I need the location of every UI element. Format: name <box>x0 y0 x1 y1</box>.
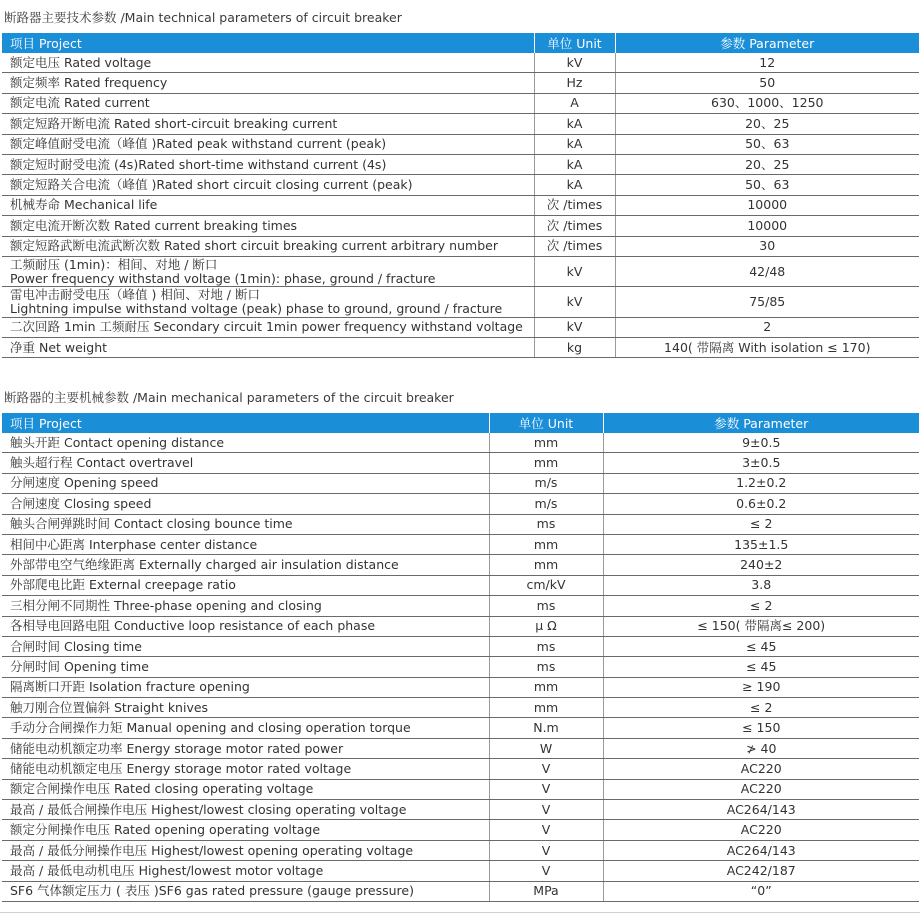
row-project: 相间中心距离 Interphase center distance <box>2 534 489 554</box>
row-parameter: 50、63 <box>615 134 919 154</box>
row-project: 额定短路武断电流武断次数 Rated short circuit breaking current arbitrary number <box>2 236 534 256</box>
row-project: 手动分合闸操作力矩 Manual opening and closing operation torque <box>2 718 489 738</box>
row-project-line-2: Lightning impulse withstand voltage (peak) phase to ground, ground / fracture <box>10 300 503 316</box>
row-unit: m/s <box>489 473 603 493</box>
row-unit: V <box>489 820 603 840</box>
table-row <box>2 616 919 636</box>
row-unit: W <box>489 738 603 758</box>
header-parameter: 参数 Parameter <box>603 413 919 433</box>
row-unit: kA <box>534 175 615 195</box>
table-row <box>2 337 919 357</box>
row-parameter: 12 <box>615 53 919 73</box>
row-unit: kV <box>534 256 615 286</box>
row-unit: kV <box>534 287 615 317</box>
row-unit: mm <box>489 677 603 697</box>
header-unit: 单位 Unit <box>489 413 603 433</box>
table-row <box>2 114 919 134</box>
row-parameter: 50、63 <box>615 175 919 195</box>
row-project: 分闸速度 Opening speed <box>2 473 489 493</box>
table-row <box>2 636 919 656</box>
row-unit: A <box>534 93 615 113</box>
row-parameter: AC264/143 <box>603 840 919 860</box>
row-unit: kV <box>534 53 615 73</box>
table-row <box>2 779 919 799</box>
table-row <box>2 236 919 256</box>
table-row <box>2 73 919 93</box>
table-header-row <box>2 33 919 53</box>
table-row <box>2 759 919 779</box>
row-project: 触头开距 Contact opening distance <box>2 433 489 453</box>
row-unit: V <box>489 861 603 881</box>
row-parameter: 20、25 <box>615 114 919 134</box>
technical-section-title: 断路器主要技术参数 /Main technical parameters of circuit breaker <box>4 10 402 25</box>
row-project: 触刀刚合位置偏斜 Straight knives <box>2 698 489 718</box>
row-unit: ms <box>489 657 603 677</box>
row-parameter: 42/48 <box>615 256 919 286</box>
row-project: 额定短路关合电流（峰值 )Rated short circuit closing current (peak) <box>2 175 534 195</box>
row-project-line-1: 工频耐压 (1min)：相间、对地 / 断口 <box>10 256 218 272</box>
row-parameter: 75/85 <box>615 287 919 317</box>
row-project: 额定电流开断次数 Rated current breaking times <box>2 216 534 236</box>
table-row <box>2 216 919 236</box>
header-parameter: 参数 Parameter <box>615 33 919 53</box>
row-parameter: 20、25 <box>615 154 919 174</box>
table-header-row <box>2 413 919 433</box>
table-row <box>2 494 919 514</box>
row-project: 外部爬电比距 External creepage ratio <box>2 575 489 595</box>
bottom-divider <box>0 912 920 913</box>
row-unit: m/s <box>489 494 603 514</box>
table-row <box>2 453 919 473</box>
row-project: 机械寿命 Mechanical life <box>2 195 534 215</box>
table-row <box>2 534 919 554</box>
row-project: 额定电流 Rated current <box>2 93 534 113</box>
row-project: 分闸时间 Opening time <box>2 657 489 677</box>
row-project: 最高 / 最低电动机电压 Highest/lowest motor voltage <box>2 861 489 881</box>
table-row <box>2 698 919 718</box>
row-unit: kA <box>534 154 615 174</box>
row-project: 额定合闸操作电压 Rated closing operating voltage <box>2 779 489 799</box>
row-parameter: ≤ 150( 带隔离≤ 200) <box>603 616 919 636</box>
row-unit: mm <box>489 453 603 473</box>
row-unit: mm <box>489 534 603 554</box>
row-project: 二次回路 1min 工频耐压 Secondary circuit 1min power frequency withstand voltage <box>2 317 534 337</box>
table-row <box>2 317 919 337</box>
row-parameter: ≤ 2 <box>603 596 919 616</box>
row-project: 外部带电空气绝缘距离 Externally charged air insulation distance <box>2 555 489 575</box>
row-project: 额定短时耐受电流 (4s)Rated short-time withstand current (4s) <box>2 154 534 174</box>
row-project: 触头合闸弹跳时间 Contact closing bounce time <box>2 514 489 534</box>
row-unit: kA <box>534 134 615 154</box>
row-project: SF6 气体额定压力 ( 表压 )SF6 gas rated pressure (gauge pressure) <box>2 881 489 901</box>
mechanical-section-title: 断路器的主要机械参数 /Main mechanical parameters of the circuit breaker <box>4 390 454 405</box>
row-unit: ms <box>489 514 603 534</box>
row-parameter: ≥ 190 <box>603 677 919 697</box>
row-unit: kV <box>534 317 615 337</box>
table-row <box>2 53 919 73</box>
row-parameter: 3.8 <box>603 575 919 595</box>
row-parameter: 30 <box>615 236 919 256</box>
row-unit: mm <box>489 698 603 718</box>
row-project: 额定频率 Rated frequency <box>2 73 534 93</box>
row-project: 合闸时间 Closing time <box>2 636 489 656</box>
row-unit: mm <box>489 433 603 453</box>
header-project: 项目 Project <box>2 413 489 433</box>
row-unit: V <box>489 800 603 820</box>
row-unit: 次 /times <box>534 236 615 256</box>
row-parameter: 2 <box>615 317 919 337</box>
table-row <box>2 738 919 758</box>
table-row <box>2 800 919 820</box>
row-parameter: ≤ 45 <box>603 636 919 656</box>
row-parameter: 10000 <box>615 216 919 236</box>
row-unit: ms <box>489 596 603 616</box>
row-unit: V <box>489 779 603 799</box>
table-row <box>2 195 919 215</box>
row-unit: kg <box>534 337 615 357</box>
table-row <box>2 175 919 195</box>
row-project: 储能电动机额定电压 Energy storage motor rated voltage <box>2 759 489 779</box>
table-row <box>2 154 919 174</box>
row-project: 储能电动机额定功率 Energy storage motor rated power <box>2 738 489 758</box>
row-project: 触头超行程 Contact overtravel <box>2 453 489 473</box>
row-parameter: ≤ 2 <box>603 698 919 718</box>
row-parameter: ≯ 40 <box>603 738 919 758</box>
row-parameter: 630、1000、1250 <box>615 93 919 113</box>
row-parameter: 3±0.5 <box>603 453 919 473</box>
table-row <box>2 256 919 286</box>
row-project: 额定分闸操作电压 Rated opening operating voltage <box>2 820 489 840</box>
row-project: 最高 / 最低分闸操作电压 Highest/lowest opening operating voltage <box>2 840 489 860</box>
row-parameter: 1.2±0.2 <box>603 473 919 493</box>
row-parameter: AC220 <box>603 779 919 799</box>
table-row <box>2 718 919 738</box>
row-unit: ms <box>489 636 603 656</box>
table-row <box>2 575 919 595</box>
row-unit: 次 /times <box>534 195 615 215</box>
row-project <box>2 287 534 317</box>
row-unit: V <box>489 840 603 860</box>
table-row <box>2 596 919 616</box>
row-parameter: 50 <box>615 73 919 93</box>
row-project <box>2 256 534 286</box>
row-unit: MPa <box>489 881 603 901</box>
row-parameter: ≤ 150 <box>603 718 919 738</box>
row-unit: V <box>489 759 603 779</box>
table-row <box>2 473 919 493</box>
row-unit: mm <box>489 555 603 575</box>
table-row <box>2 820 919 840</box>
row-unit: N.m <box>489 718 603 738</box>
row-parameter: AC242/187 <box>603 861 919 881</box>
row-parameter: ≤ 2 <box>603 514 919 534</box>
row-parameter: 9±0.5 <box>603 433 919 453</box>
row-parameter: “0” <box>603 881 919 901</box>
table-row <box>2 134 919 154</box>
table-row <box>2 555 919 575</box>
row-parameter: 10000 <box>615 195 919 215</box>
row-unit: cm/kV <box>489 575 603 595</box>
table-row <box>2 677 919 697</box>
row-parameter: AC220 <box>603 820 919 840</box>
row-unit: kA <box>534 114 615 134</box>
row-parameter: 240±2 <box>603 555 919 575</box>
row-parameter: ≤ 45 <box>603 657 919 677</box>
table-row <box>2 881 919 901</box>
technical-parameters-table <box>2 33 919 358</box>
row-parameter: AC220 <box>603 759 919 779</box>
row-parameter: AC264/143 <box>603 800 919 820</box>
table-row <box>2 514 919 534</box>
header-unit: 单位 Unit <box>534 33 615 53</box>
row-project: 额定短路开断电流 Rated short-circuit breaking current <box>2 114 534 134</box>
table-row <box>2 840 919 860</box>
row-parameter: 140( 带隔离 With isolation ≤ 170) <box>615 337 919 357</box>
row-parameter: 0.6±0.2 <box>603 494 919 514</box>
table-row <box>2 287 919 317</box>
header-project: 项目 Project <box>2 33 534 53</box>
row-project: 额定峰值耐受电流（峰值 )Rated peak withstand current (peak) <box>2 134 534 154</box>
table-row <box>2 433 919 453</box>
row-project-line-1: 雷电冲击耐受电压（峰值 ) 相间、对地 / 断口 <box>10 286 260 302</box>
row-unit: μ Ω <box>489 616 603 636</box>
row-project: 三相分闸不同期性 Three-phase opening and closing <box>2 596 489 616</box>
row-project: 合闸速度 Closing speed <box>2 494 489 514</box>
row-project: 隔离断口开距 Isolation fracture opening <box>2 677 489 697</box>
row-project-line-2: Power frequency withstand voltage (1min): phase, ground / fracture <box>10 270 436 286</box>
row-parameter: 135±1.5 <box>603 534 919 554</box>
table-row <box>2 657 919 677</box>
row-project: 净重 Net weight <box>2 337 534 357</box>
mechanical-parameters-table <box>2 413 919 902</box>
row-project: 各相导电回路电阻 Conductive loop resistance of each phase <box>2 616 489 636</box>
row-unit: 次 /times <box>534 216 615 236</box>
table-row <box>2 861 919 881</box>
table-row <box>2 93 919 113</box>
row-project: 最高 / 最低合闸操作电压 Highest/lowest closing operating voltage <box>2 800 489 820</box>
row-project: 额定电压 Rated voltage <box>2 53 534 73</box>
row-unit: Hz <box>534 73 615 93</box>
